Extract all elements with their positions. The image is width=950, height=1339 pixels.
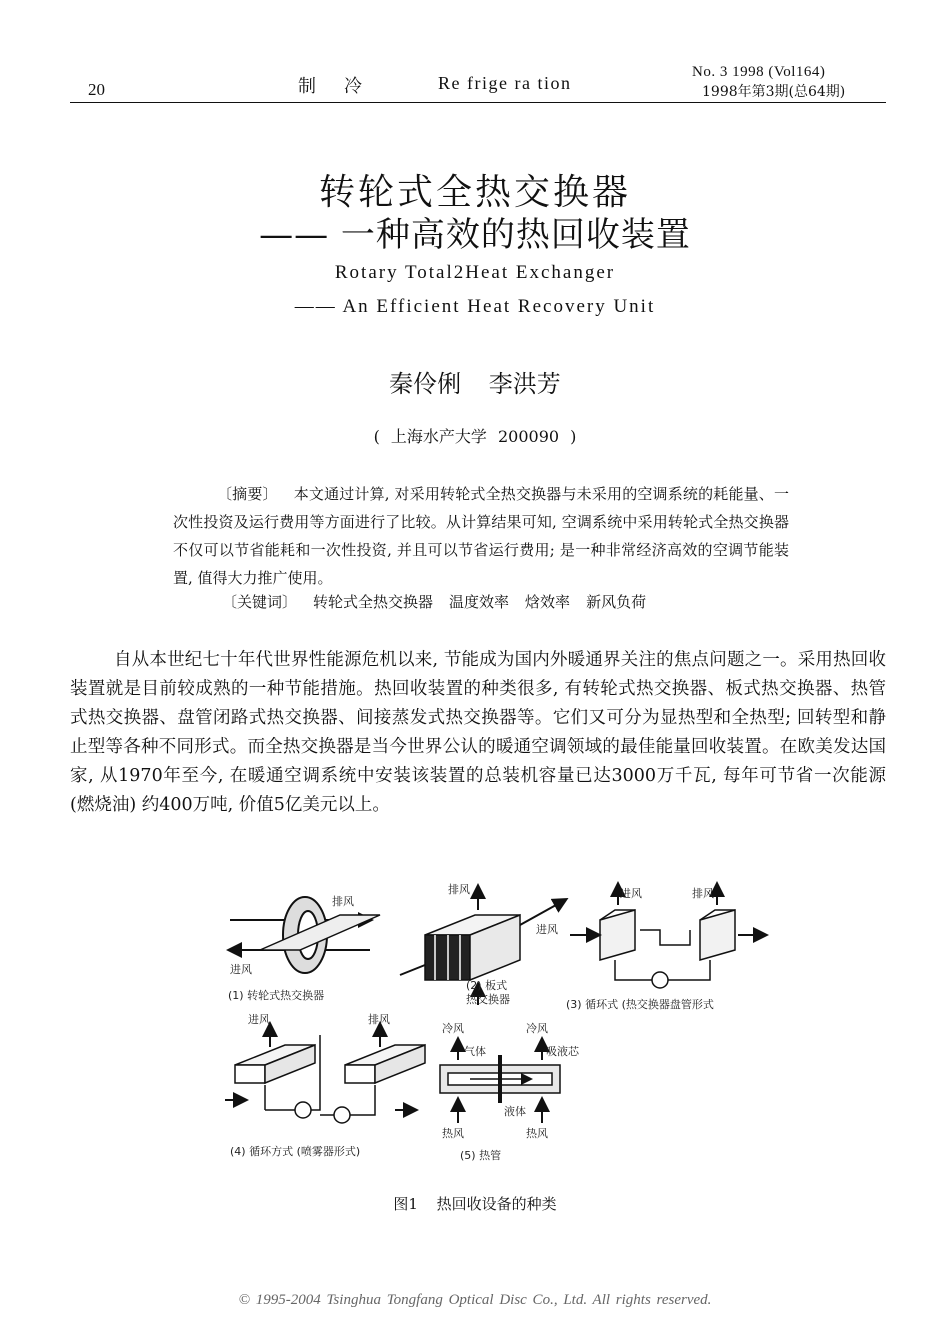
abstract-label: 〔摘要〕: [217, 485, 278, 503]
title-en: Rotary Total2Heat Exchanger: [334, 262, 616, 283]
keyword: 焓效率: [525, 593, 571, 611]
abstract-text: 本文通过计算, 对采用转轮式全热交换器与未采用的空调系统的耗能量、一次性投资及运行费用等方面进行了比较。从计算结果可知, 空调系统中采用转轮式全热交换器不仅可以节省能耗和一次性投资, 并且可以节省运行费用; 是一种非常经济高效的空调节能装置, 值得大力推广使用。: [173, 485, 789, 587]
label-gas: 气体: [464, 1045, 486, 1058]
caption-panel-2-line1: (2) 板式: [466, 979, 508, 992]
label-cold-air: 冷风: [442, 1022, 464, 1035]
label-exhaust: 排风: [332, 895, 354, 908]
keywords-label: 〔关键词〕: [222, 593, 298, 611]
title-cn: 转轮式全热交换器: [318, 172, 631, 213]
panel-coil-loop: [570, 885, 765, 988]
figure-caption: 图1 热回收设备的种类: [393, 1195, 557, 1213]
label-liquid: 液体: [504, 1105, 526, 1118]
pump-icon: [652, 972, 668, 988]
caption-panel-3: (3) 循环式 (热交换器盘管形式: [566, 998, 714, 1011]
label-exhaust: 排风: [368, 1013, 390, 1026]
pump-icon: [295, 1102, 311, 1118]
panel-rotary-wheel: [230, 897, 380, 973]
label-hot-air: 热风: [442, 1127, 464, 1140]
figure-drawing: [220, 875, 780, 1175]
subtitle-cn: —— 一种高效的热回收装置: [259, 215, 691, 255]
copyright-notice: © 1995-2004 Tsinghua Tongfang Optical Disc Co., Ltd. All rights reserved.: [238, 1292, 712, 1308]
label-intake: 进风: [248, 1013, 270, 1026]
issue-info-en: No. 3 1998 (Vol164): [692, 64, 826, 80]
label-intake: 进风: [620, 887, 642, 900]
label-cold-air: 冷风: [526, 1022, 548, 1035]
page-number: 20: [88, 80, 105, 99]
keywords: [222, 591, 646, 612]
affiliation: ( 上海水产大学 200090 ): [373, 427, 577, 446]
label-wick: 吸液芯: [546, 1045, 579, 1058]
label-hot-air: 热风: [526, 1127, 548, 1140]
panel-heat-pipe: [440, 1040, 560, 1123]
journal-name-cn: 制冷: [298, 76, 390, 97]
caption-panel-4: (4) 循环方式 (喷雾器形式): [230, 1145, 361, 1158]
authors: 秦伶俐 李洪芳: [389, 370, 561, 398]
label-intake: 进风: [230, 963, 252, 976]
caption-panel-1: (1) 转轮式热交换器: [228, 989, 325, 1002]
label-exhaust: 排风: [692, 887, 714, 900]
caption-panel-5: (5) 热管: [460, 1149, 502, 1162]
keyword: 转轮式全热交换器: [313, 593, 434, 611]
caption-panel-2-line2: 热交换器: [466, 993, 510, 1006]
panel-spray-loop: [225, 1025, 425, 1123]
pump-icon: [334, 1107, 350, 1123]
body-paragraph: 自从本世纪七十年代世界性能源危机以来, 节能成为国内外暖通界关注的焦点问题之一。采用热回收装置就是目前较成熟的一种节能措施。热回收装置的种类很多, 有转轮式热交换器、板式热交换器、热管式热交换器、盘管闭路式热交换器、间接蒸发式热交换器等。它们又可分为显热型和全热型; 回转型和静止型等各种不同形式。而全热交换器是当今世界公认的暖通空调领域的最佳能量回收装置。在欧美发达国家, 从1970年至今, 在暖通空调系统中安装该装置的总装机容量已达3000万千瓦, 每年可节省一次能源 (燃烧油) 约400万吨, 价值5亿美元以上。: [70, 650, 886, 815]
keyword: 温度效率: [449, 593, 510, 611]
journal-name-en: Re frige ra tion: [438, 73, 572, 93]
subtitle-en: —— An Efficient Heat Recovery Unit: [294, 296, 656, 317]
issue-info-cn: 1998年第3期(总64期): [702, 84, 846, 100]
header-rule: [70, 102, 886, 103]
label-intake: 进风: [536, 923, 558, 936]
keyword: 新风负荷: [586, 593, 647, 611]
label-exhaust: 排风: [448, 883, 470, 896]
abstract: [173, 480, 789, 592]
figure-heat-recovery-types: [220, 875, 780, 1175]
